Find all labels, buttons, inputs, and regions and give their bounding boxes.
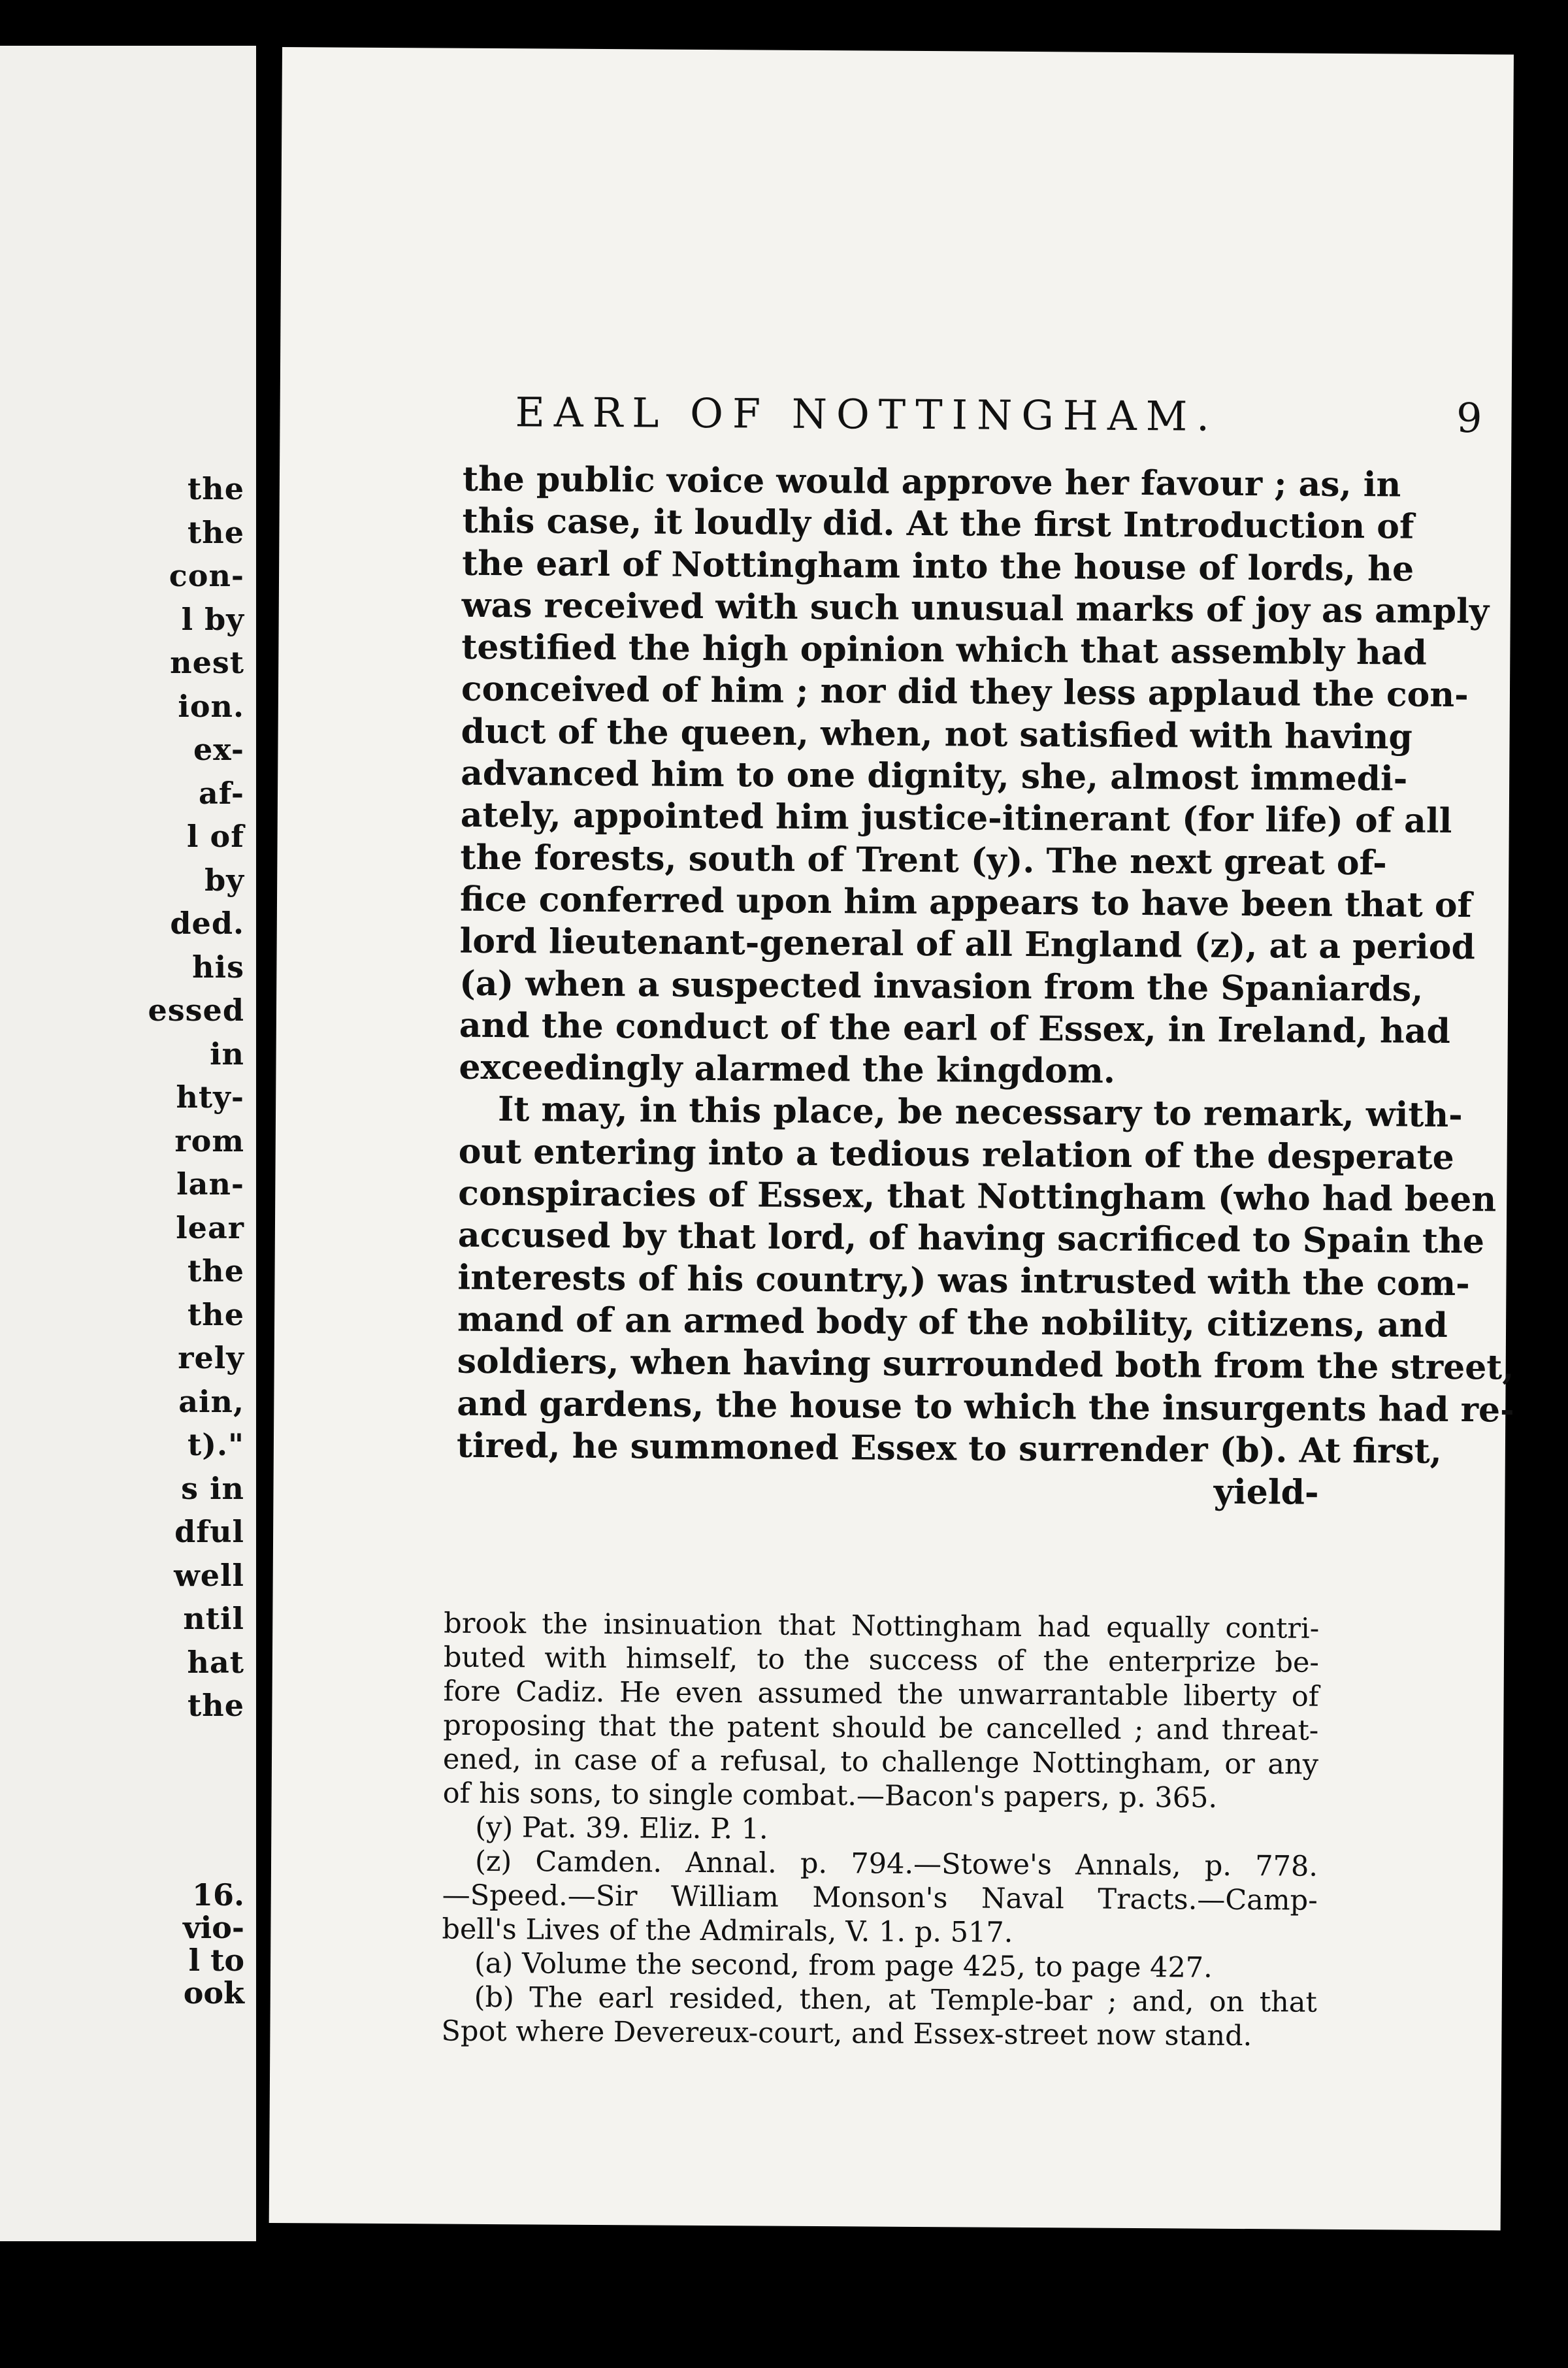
left-page-fragment: the (188, 1253, 244, 1289)
footnote-line: —Speed.—Sir William Monson's Naval Tracts.—Camp- (442, 1879, 1318, 1917)
left-page-fragment: well (174, 1557, 244, 1593)
running-head (515, 388, 1482, 459)
body-line: fice conferred upon him appears to have been that of (459, 879, 1473, 926)
footnote-line: fore Cadiz. He even assumed the unwarrantable liberty of (443, 1675, 1319, 1713)
body-line: and the conduct of the earl of Essex, in Ireland, had (459, 1005, 1451, 1051)
footnote-line: (b) The earl resided, then, at Temple-bar ; and, on that (474, 1981, 1317, 2019)
left-page-bottom-fragments (183, 1879, 244, 2009)
body-line: out entering into a tedious relation of the desperate (458, 1131, 1454, 1177)
left-page-fragment: ain, (178, 1383, 244, 1419)
left-page-fragment: ntil (183, 1601, 244, 1636)
left-page-fragment: ded. (170, 906, 244, 941)
body-line: this case, it loudly did. At the first Introduction of (462, 501, 1414, 547)
body-line: (a) when a suspected invasion from the Spaniards, (459, 963, 1424, 1010)
body-line: lord lieutenant-general of all England (z), at a period (459, 921, 1475, 968)
left-page-fragment: his (192, 949, 244, 985)
body-line: tired, he summoned Essex to surrender (b). At first, (456, 1425, 1442, 1472)
left-page-fragment: the (188, 514, 244, 550)
left-page-fragment: t)." (188, 1427, 244, 1462)
body-line: mand of an armed body of the nobility, citizens, and (457, 1299, 1448, 1345)
left-page-fragment: rely (178, 1340, 244, 1375)
body-line: and gardens, the house to which the insurgents had re- (457, 1383, 1514, 1430)
body-line: the forests, south of Trent (y). The next great of- (460, 837, 1387, 883)
left-page-fragment: af- (198, 775, 244, 811)
body-line: conceived of him ; nor did they less applaud the con- (461, 669, 1469, 715)
left-page-fragment: lear (176, 1209, 244, 1245)
body-line: exceedingly alarmed the kingdom. (459, 1047, 1116, 1091)
left-page-fragment: ex- (193, 732, 244, 767)
footnote-line: of his sons, to single combat.—Bacon's papers, p. 365. (442, 1777, 1218, 1815)
footnote-line: (a) Volume the second, from page 425, to page 427. (474, 1947, 1213, 1984)
footnote-line: (y) Pat. 39. Eliz. P. 1. (475, 1811, 768, 1846)
body-line: duct of the queen, when, not satisfied with having (461, 711, 1413, 757)
body-line: the earl of Nottingham into the house of lords, he (461, 543, 1414, 589)
left-page-fragment: 16. (191, 1877, 244, 1913)
body-line: was received with such unusual marks of joy as amply (461, 585, 1490, 632)
left-page-fragment: hty- (176, 1079, 244, 1115)
left-page-fragment: the (188, 471, 244, 506)
body-line: soldiers, when having surrounded both from the street, (457, 1341, 1514, 1388)
left-page-fragment: essed (148, 993, 244, 1028)
footnote-line: Spot where Devereux-court, and Essex-street now stand. (441, 2014, 1252, 2053)
left-page-fragment: ion. (178, 688, 244, 724)
footnote-line: buted with himself, to the success of the enterprize be- (443, 1641, 1320, 1679)
left-page-text-fragments (148, 467, 245, 1728)
body-line: testified the high opinion which that assembly had (461, 627, 1428, 673)
left-page-fragment: hat (187, 1644, 244, 1680)
body-line: It may, in this place, be necessary to remark, with- (497, 1089, 1463, 1136)
footnote-line: bell's Lives of the Admirals, V. 1. p. 517. (442, 1913, 1013, 1949)
left-page-fragment: lan- (176, 1166, 244, 1202)
left-page-fragment: in (210, 1036, 244, 1072)
left-page-fragment: vio- (183, 1910, 244, 1945)
left-page-fragment: s in (181, 1470, 244, 1506)
body-text (456, 459, 1514, 1514)
page-number: 9 (1456, 393, 1482, 442)
footnote-line: ened, in case of a refusal, to challenge Nottingham, or any (442, 1743, 1319, 1781)
footnote-line: brook the insinuation that Nottingham had equally contri- (444, 1607, 1320, 1645)
left-page-fragment: con- (169, 558, 244, 593)
footnote-line: (z) Camden. Annal. p. 794.—Stowe's Annals, p. 778. (474, 1845, 1318, 1883)
left-page-fragment: l of (187, 819, 244, 854)
body-line: ately, appointed him justice-itinerant (for life) of all (460, 795, 1452, 842)
left-page (0, 46, 256, 2241)
left-page-fragment: nest (170, 645, 244, 680)
left-page-fragment: l by (181, 601, 244, 637)
left-page-fragment: rom (174, 1123, 244, 1159)
left-page-fragment: ook (183, 1975, 244, 2011)
left-page-fragment: l to (188, 1943, 244, 1978)
body-line: accused by that lord, of having sacrificed to Spain the (457, 1215, 1485, 1262)
body-line: conspiracies of Essex, that Nottingham (who had been (458, 1173, 1497, 1220)
body-line: the public voice would approve her favour ; as, in (462, 459, 1401, 505)
body-line: interests of his country,) was intrusted with the com- (457, 1257, 1470, 1304)
body-line: yield- (1213, 1472, 1319, 1513)
running-head-title: EARL OF NOTTINGHAM. (515, 388, 1219, 440)
body-line: advanced him to one dignity, she, almost immedi- (461, 753, 1408, 799)
left-page-fragment: dful (174, 1514, 244, 1549)
left-page-fragment: by (204, 862, 244, 898)
right-page (269, 47, 1514, 2230)
footnotes (441, 1607, 1319, 2054)
left-page-fragment: the (188, 1688, 244, 1723)
left-page-fragment: the (188, 1296, 244, 1332)
footnote-line: proposing that the patent should be cancelled ; and threat- (443, 1709, 1319, 1747)
